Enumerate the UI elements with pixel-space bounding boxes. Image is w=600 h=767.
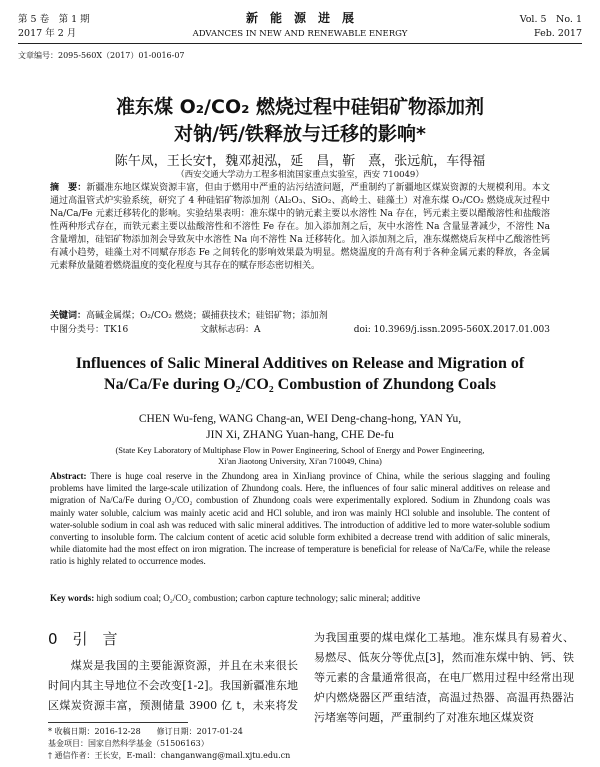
- header-divider: [18, 43, 582, 44]
- header-left-date: 2017 年 2 月: [18, 28, 77, 39]
- section-heading: 0 引 言: [48, 630, 118, 648]
- zh-keywords-text: 高碱金属煤；O₂/CO₂ 燃烧；碳捕获技术；硅铝矿物；添加剂: [86, 311, 328, 321]
- zh-abstract-text: 新疆准东地区煤炭资源丰富，但由于燃用中严重的沾污结渣问题，严重制约了新疆地区煤炭资源的大规模利用。本文通过高温管式炉实验系统，研究了 4 种硅铝矿物添加剂（Al₂O₃、SiO₂、高岭土、硅藻土）对准东煤 O₂/CO₂ 燃烧成灰过程中 Na/Ca/Fe 元素迁移转化的影响。实验结果表明：准东煤中的钠元素主要以水溶性 Na 存在，钙元素主要以醋酸溶性和盐酸溶性两种形式存在，而铁元素主要以盐酸溶性和不溶性 Fe 存在。加入添加剂之后，灰中水溶性 Na 含量显著减少，不溶性 Na 含量增加，硅铝矿物添加剂会导致灰中水溶性 Na 向不溶性 Na 迁移转化。加入添加剂之后，准东煤燃烧后灰样中乙酸溶性钙有减小趋势，硅藻土对不同赋存形态 Fe 之间转化的影响效果最为明显。燃烧温度的升高有利于各种金属元素的释放，各金属元素释放量随着燃烧温度的变化程度与其存在的赋存形态密切相关。: [50, 183, 550, 271]
- zh-title-line2: 对钠/钙/铁释放与迁移的影响*: [174, 123, 426, 145]
- zh-keywords-label: 关键词：: [50, 311, 87, 321]
- zh-abstract-label: 摘 要：: [50, 183, 87, 193]
- header-right-volume: Vol. 5 No. 1: [519, 14, 582, 25]
- zh-doi: doi: 10.3969/j.issn.2095-560X.2017.01.003: [353, 325, 550, 335]
- en-authors-line1: CHEN Wu-feng, WANG Chang-an, WEI Deng-chang-hong, YAN Yu,: [138, 413, 462, 425]
- footnote-corresponding: † 通信作者：王长安，E-mail：changanwang@mail.xjtu.edu.cn: [48, 751, 291, 760]
- footnote-funding: 基金项目：国家自然科学基金（51506163）: [48, 739, 209, 748]
- en-keywords-text: high sodium coal; O₂/CO₂ combustion; carbon capture technology; salic mineral; additive: [96, 593, 421, 603]
- en-affiliation-line2: Xi'an Jiaotong University, Xi'an 710049, China): [218, 456, 382, 466]
- footnote-received: * 收稿日期：2016-12-28 修订日期：2017-01-24: [48, 727, 243, 736]
- zh-keywords: [50, 310, 550, 323]
- header-journal-name-en: ADVANCES IN NEW AND RENEWABLE ENERGY: [192, 29, 408, 39]
- header-journal-name: 新 能 源 进 展: [245, 11, 354, 25]
- en-affiliation-line1: (State Key Laboratory of Multiphase Flow in Power Engineering, School of Energy and Power Engineering,: [115, 445, 485, 455]
- zh-title-line1: 准东煤 O₂/CO₂ 燃烧过程中硅铝矿物添加剂: [115, 96, 485, 118]
- en-keywords: [50, 592, 550, 604]
- intro-left-column: 煤炭是我国的主要能源资源，并且在未来很长时间内其主导地位不会改变[1-2]。我国新疆准东地区煤炭资源丰富，预测储量 3900 亿 t，未来将发: [48, 659, 298, 712]
- header-left-volume: 第 5 卷 第 1 期: [18, 14, 90, 25]
- intro-right-column: 为我国重要的煤电煤化工基地。准东煤具有易着火、易燃尽、低灰分等优点[3]，然而准东煤中钠、钙、铁等元素的含量通常很高，在电厂燃用过程中经常出现炉内燃烧器区严重结渣，高温过热器、高温再热器沾污堵塞等问题，严重制约了对准东地区煤炭资: [314, 631, 574, 724]
- en-abstract: [50, 470, 550, 568]
- en-keywords-label: Key words:: [50, 593, 95, 603]
- header-right-date: Feb. 2017: [534, 28, 582, 39]
- zh-abstract: [50, 182, 550, 273]
- en-title-line2: Na/Ca/Fe during O₂/CO₂ Combustion of Zhundong Coals: [104, 376, 496, 393]
- zh-doc-code: 文献标志码：A: [200, 325, 261, 335]
- zh-affiliation: （西安交通大学动力工程多相流国家重点实验室，西安 710049）: [176, 170, 424, 180]
- en-abstract-label: Abstract:: [50, 471, 87, 481]
- en-abstract-text: There is huge coal reserve in the Zhundong area in XinJiang province of China, while the serious slagging and fouling problems have limited the large-scale utilization of Zhundong coals. Here, the influences of four salic mineral additives on release and migration of Na/Ca/Fe during O₂/CO₂ combustion of Zhundong coals were experimentally explored. Sodium in Zhundong coals was mainly water soluble, calcium was mainly acetic acid and HCl soluble, and iron was mainly HCl soluble and insoluble. The content of water-soluble sodium in coal ash was reduced with salic mineral additives. The introduction of additive led to more water-soluble sodium converting to insoluble form. The calcium content of acetic acid soluble form exhibited a decrease trend with addition of salic minerals, while diatomite had the most effect on iron migration. The increase of temperature is beneficial for release of Na/Ca/Fe, while the release ratio is highly related to occurrence modes.: [50, 471, 550, 567]
- article-id: 文章编号：2095-560X（2017）01-0016-07: [18, 51, 185, 60]
- en-authors-line2: JIN Xi, ZHANG Yuan-hang, CHE De-fu: [206, 429, 394, 441]
- zh-classification: 中图分类号：TK16: [50, 325, 129, 335]
- footnote-divider: [48, 722, 188, 723]
- zh-authors: 陈午凤，王长安†，魏邓昶泓，延 昌，靳 熹，张远航，车得福: [114, 154, 486, 169]
- en-title-line1: Influences of Salic Mineral Additives on Release and Migration of: [75, 355, 525, 372]
